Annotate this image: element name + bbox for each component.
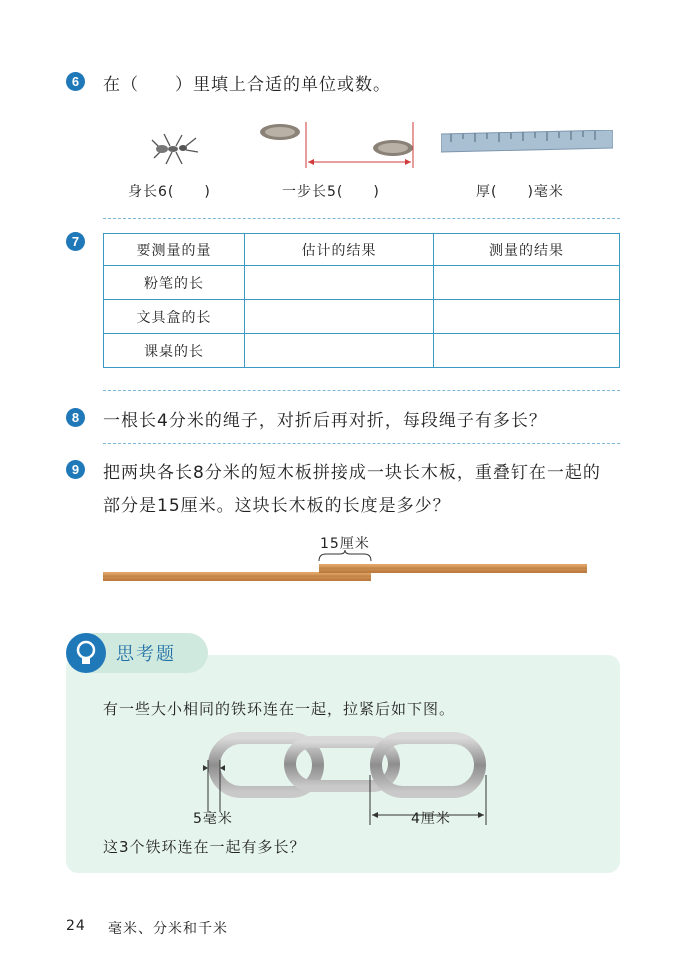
table-cell: 文具盒的长: [104, 300, 245, 334]
table-cell[interactable]: [245, 266, 434, 300]
table-header: 测量的结果: [434, 234, 620, 266]
question-9-line-2: 部分是15厘米。这块长木板的长度是多少？: [103, 496, 451, 516]
lightbulb-icon: [66, 633, 106, 673]
table-cell[interactable]: [434, 300, 620, 334]
caption-ant-length: 身长6( ): [128, 184, 211, 200]
divider: [103, 218, 620, 219]
table-cell: 课桌的长: [104, 334, 245, 368]
table-row: [104, 266, 620, 300]
question-number-9: 9: [66, 460, 85, 479]
question-number-8: 8: [66, 408, 85, 427]
chapter-title: 毫米、分米和千米: [108, 921, 228, 937]
caption-ruler-thickness: 厚( )毫米: [476, 184, 564, 200]
caption-step-length: 一步长5( ): [282, 184, 380, 200]
question-number-7: 7: [66, 232, 85, 251]
overlap-label: 15厘米: [320, 536, 370, 552]
ring-length-label: 4厘米: [411, 811, 451, 827]
table-row: [104, 300, 620, 334]
page-number: 24: [66, 918, 86, 934]
ant-illustration: [150, 130, 200, 170]
footstep-illustration: [258, 120, 418, 175]
thickness-label: 5毫米: [193, 811, 233, 827]
question-8-text: 一根长4分米的绳子，对折后再对折，每段绳子有多长？: [103, 411, 547, 431]
question-9-line-1: 把两块各长8分米的短木板拼接成一块长木板，重叠钉在一起的: [103, 463, 601, 483]
table-header-row: [104, 234, 620, 266]
chain-links-illustration: [200, 730, 500, 825]
table-header: 要测量的量: [104, 234, 245, 266]
question-6-text: 在（ ）里填上合适的单位或数。: [103, 75, 391, 95]
table-cell[interactable]: [434, 266, 620, 300]
divider: [103, 390, 620, 391]
table-cell[interactable]: [434, 334, 620, 368]
table-cell: 粉笔的长: [104, 266, 245, 300]
table-cell[interactable]: [245, 334, 434, 368]
measurement-table: [103, 233, 620, 368]
table-cell[interactable]: [245, 300, 434, 334]
thinking-question-ask: 这3个铁环连在一起有多长？: [103, 838, 306, 856]
thinking-question-title: 思考题: [116, 644, 176, 665]
table-header: 估计的结果: [245, 234, 434, 266]
table-row: [104, 334, 620, 368]
question-number-6: 6: [66, 72, 85, 91]
wood-boards-illustration: [103, 560, 587, 584]
divider: [103, 443, 620, 444]
thinking-question-text: 有一些大小相同的铁环连在一起，拉紧后如下图。: [103, 700, 456, 718]
ruler-illustration: [441, 130, 613, 156]
